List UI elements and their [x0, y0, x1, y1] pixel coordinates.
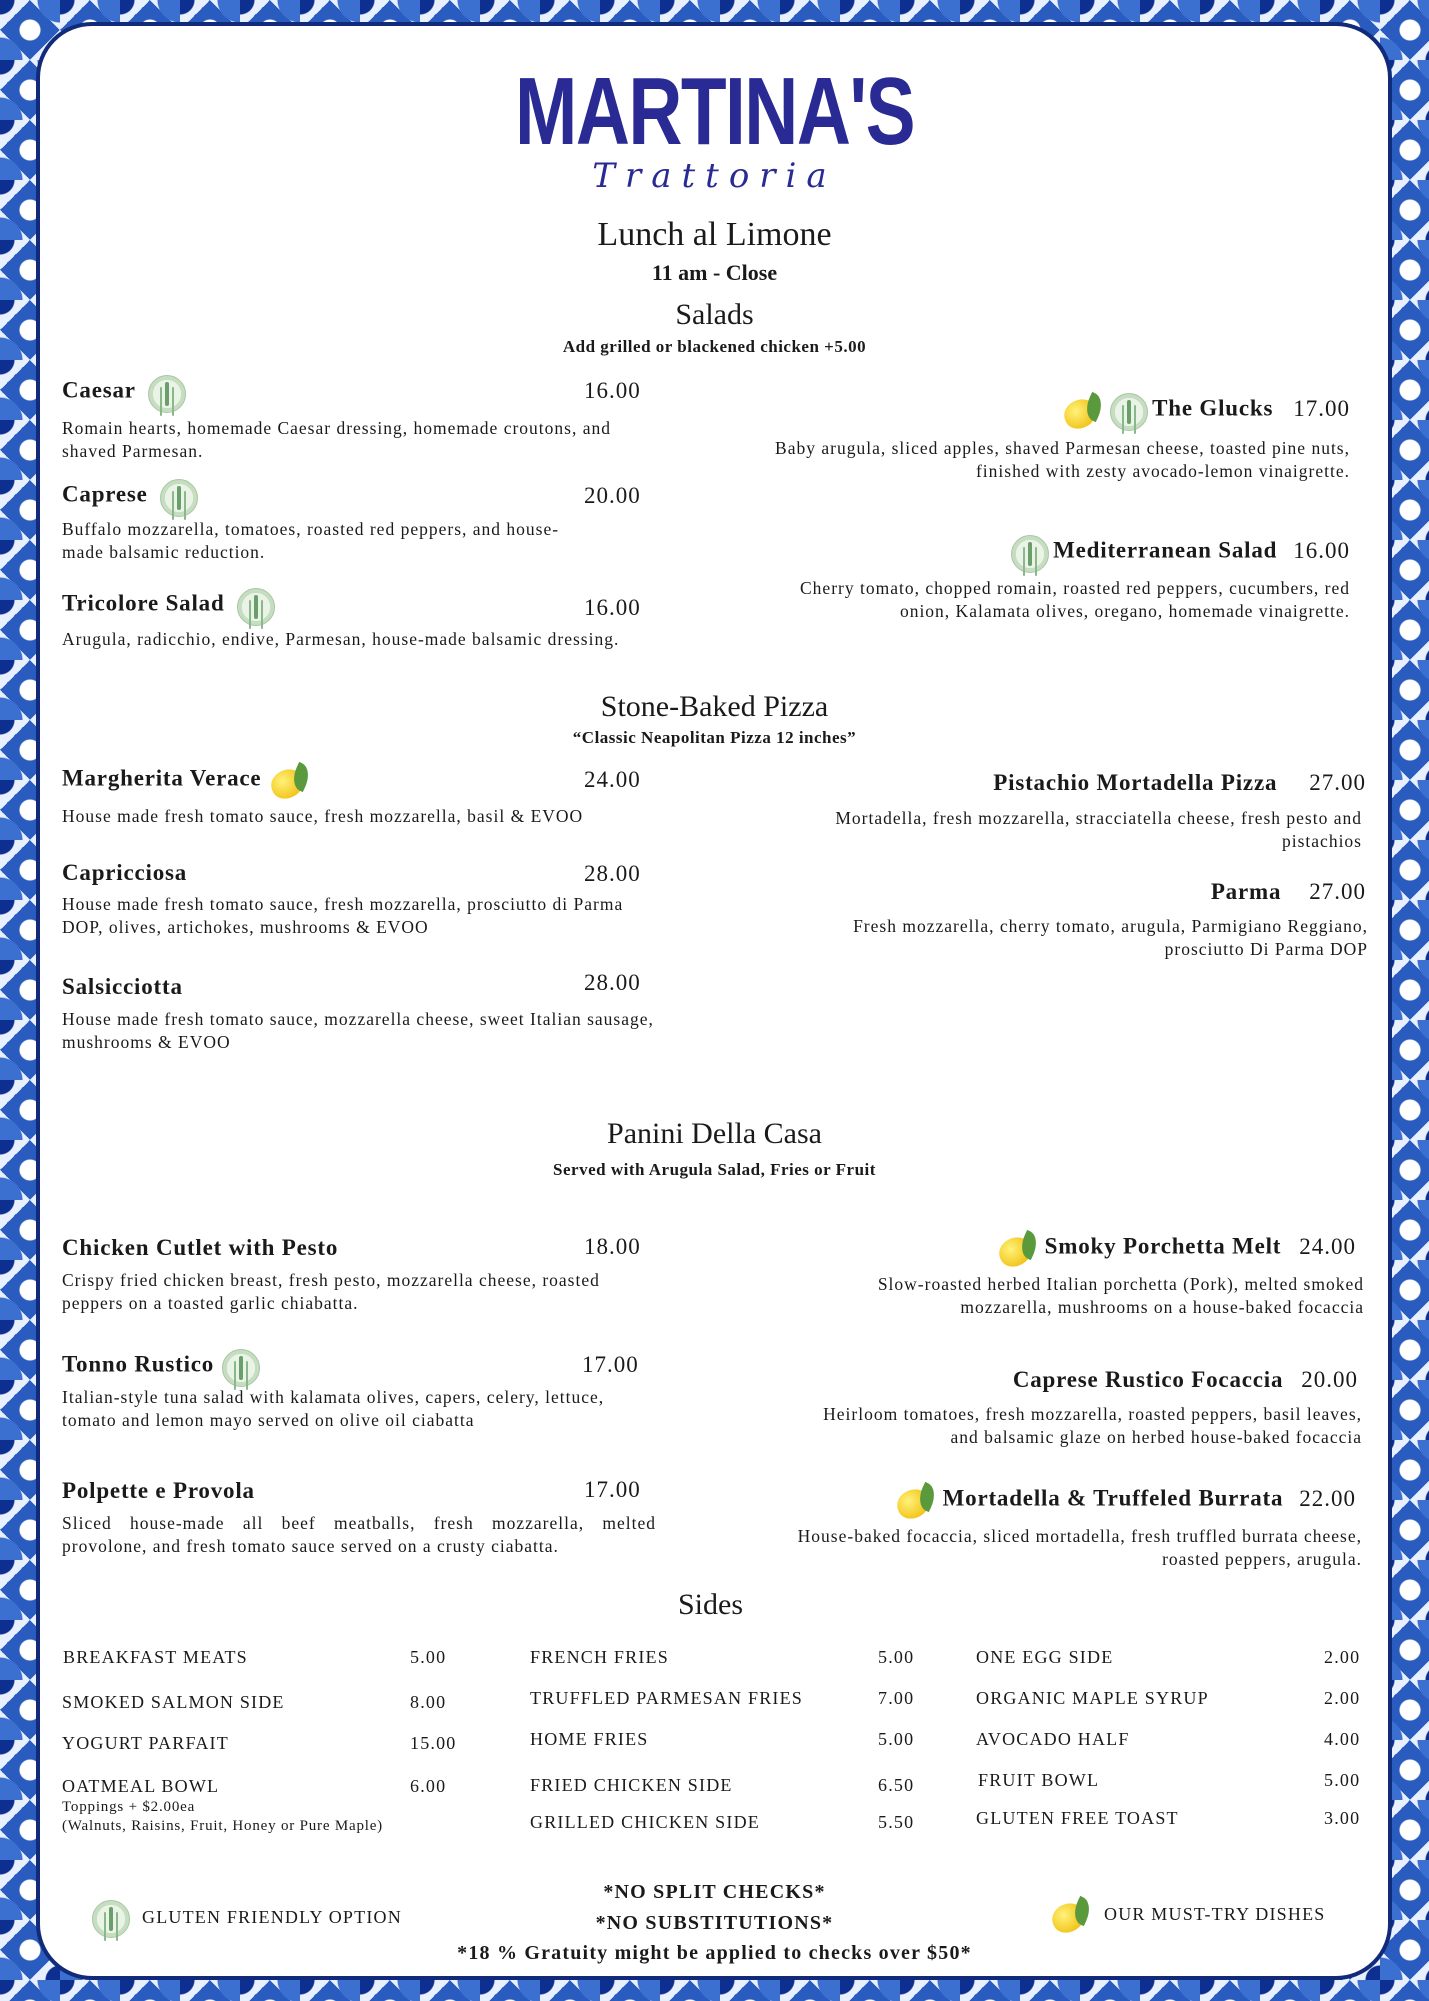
side-item-name: GRILLED CHICKEN SIDE	[530, 1812, 760, 1832]
gluten-friendly-icon	[160, 479, 198, 517]
item-description: House made fresh tomato sauce, mozzarella cheese, sweet Italian sausage, mushrooms & EVOO	[62, 1009, 654, 1052]
side-item-price: 2.00	[1324, 1647, 1361, 1667]
oatmeal-toppings-list: (Walnuts, Raisins, Fruit, Honey or Pure Maple)	[62, 1818, 383, 1834]
side-item-name: OATMEAL BOWL	[62, 1776, 220, 1796]
logo-wordmark: MARTINA'S	[515, 58, 914, 165]
side-item-name: AVOCADO HALF	[976, 1729, 1130, 1749]
menu-item-the-glucks	[760, 392, 1350, 432]
lemon-icon	[1050, 1896, 1094, 1936]
menu-item-caesar	[62, 375, 186, 413]
policy-no-split-checks: *NO SPLIT CHECKS*	[603, 1881, 826, 1903]
side-item-name: SMOKED SALMON SIDE	[62, 1692, 285, 1712]
item-price: 18.00	[584, 1234, 641, 1259]
item-name: Polpette e Provola	[62, 1478, 255, 1503]
item-price: 28.00	[584, 861, 641, 886]
item-description: House made fresh tomato sauce, fresh mozzarella, prosciutto di Parma DOP, olives, artichokes, mushrooms & EVOO	[62, 894, 624, 937]
side-item-name: ONE EGG SIDE	[976, 1647, 1114, 1667]
item-name: Capricciosa	[62, 860, 188, 885]
side-item-name: FRIED CHICKEN SIDE	[530, 1775, 733, 1795]
item-price: 22.00	[1299, 1485, 1356, 1511]
legend-must-try-label: OUR MUST-TRY DISHES	[1104, 1903, 1326, 1924]
item-name: Caesar	[62, 377, 136, 403]
side-item-price: 4.00	[1324, 1729, 1361, 1749]
menu-item-tricolore-salad	[62, 588, 275, 626]
menu-item-mortadella-truffeled-burrata	[760, 1482, 1356, 1522]
side-item-name: YOGURT PARFAIT	[62, 1733, 229, 1753]
item-price: 27.00	[1309, 879, 1366, 904]
item-description: Baby arugula, sliced apples, shaved Parmesan cheese, toasted pine nuts, finished with zesty avocado-lemon vinaigrette.	[775, 438, 1350, 481]
menu-item-mediterranean-salad	[760, 535, 1350, 573]
salads-note: Add grilled or blackened chicken +5.00	[562, 337, 867, 356]
item-price: 27.00	[1309, 770, 1366, 795]
menu-item-caprese	[62, 479, 198, 517]
item-price: 28.00	[584, 970, 641, 995]
legend-must-try	[1050, 1896, 1326, 1936]
item-description: Fresh mozzarella, cherry tomato, arugula, Parmigiano Reggiano, prosciutto Di Parma DOP	[853, 916, 1368, 959]
gluten-friendly-icon	[1011, 535, 1049, 573]
side-item-price: 5.00	[410, 1647, 447, 1667]
section-title-sides: Sides	[677, 1588, 743, 1621]
logo-subtitle: Trattoria	[592, 156, 837, 196]
item-name: Pistachio Mortadella Pizza	[993, 770, 1278, 795]
item-name: Chicken Cutlet with Pesto	[62, 1235, 339, 1260]
side-item-name: FRUIT BOWL	[978, 1770, 1100, 1790]
side-item-price: 7.00	[878, 1688, 915, 1708]
legend-gluten-friendly	[92, 1900, 402, 1938]
item-name: Mediterranean Salad	[1053, 537, 1278, 563]
side-item-name: TRUFFLED PARMESAN FRIES	[530, 1688, 803, 1708]
item-price: 20.00	[584, 483, 641, 508]
item-name: Tonno Rustico	[62, 1351, 215, 1377]
side-item-price: 5.50	[878, 1812, 915, 1832]
menu-item-tonno-rustico	[62, 1349, 260, 1387]
side-item-price: 15.00	[410, 1733, 457, 1753]
side-item-price: 8.00	[410, 1692, 447, 1712]
menu-item-pistachio-mortadella-pizza	[760, 770, 1366, 796]
item-price: 17.00	[582, 1352, 639, 1377]
side-item-name: FRENCH FRIES	[530, 1647, 669, 1667]
menu-item-margherita-verace	[62, 762, 313, 802]
lemon-icon	[895, 1482, 939, 1522]
item-description: Italian-style tuna salad with kalamata olives, capers, celery, lettuce, tomato and lemon mayo served on olive oil ciabatta	[62, 1387, 605, 1430]
item-name: Caprese Rustico Focaccia	[1012, 1367, 1284, 1392]
gluten-friendly-icon	[1110, 393, 1148, 431]
lemon-icon	[997, 1230, 1041, 1270]
menu-title: Lunch al Limone	[597, 216, 832, 253]
side-item-price: 3.00	[1324, 1808, 1361, 1828]
legend-gluten-friendly-label: GLUTEN FRIENDLY OPTION	[142, 1906, 402, 1927]
side-item-price: 6.00	[410, 1776, 447, 1796]
pizza-note: “Classic Neapolitan Pizza 12 inches”	[572, 728, 857, 747]
panini-note: Served with Arugula Salad, Fries or Fruit	[553, 1160, 876, 1179]
menu-item-parma	[760, 879, 1366, 905]
section-title-pizza: Stone-Baked Pizza	[600, 690, 829, 723]
item-name: Margherita Verace	[62, 765, 262, 791]
item-price: 17.00	[584, 1477, 641, 1502]
item-name: Mortadella & Truffeled Burrata	[942, 1485, 1284, 1511]
item-description: Sliced house-made all beef meatballs, fresh mozzarella, melted provolone, and fresh tomato sauce served on a crusty ciabatta.	[62, 1513, 656, 1556]
item-name: Tricolore Salad	[62, 590, 225, 616]
item-description: Arugula, radicchio, endive, Parmesan, house-made balsamic dressing.	[62, 629, 620, 649]
item-price: 24.00	[584, 767, 641, 792]
item-price: 20.00	[1301, 1367, 1358, 1392]
item-name: Parma	[1210, 879, 1282, 904]
item-description: Cherry tomato, chopped romain, roasted red peppers, cucumbers, red onion, Kalamata olives, oregano, homemade vinaigrette.	[800, 578, 1351, 621]
side-item-price: 5.00	[878, 1647, 915, 1667]
side-item-price: 6.50	[878, 1775, 915, 1795]
gluten-friendly-icon	[92, 1900, 130, 1938]
item-description: Buffalo mozzarella, tomatoes, roasted red peppers, and house-made balsamic reduction.	[62, 519, 560, 562]
item-description: Mortadella, fresh mozzarella, stracciatella cheese, fresh pesto and pistachios	[835, 808, 1362, 851]
side-item-price: 5.00	[878, 1729, 915, 1749]
menu-item-caprese-rustico-focaccia	[760, 1367, 1358, 1393]
item-description: Crispy fried chicken breast, fresh pesto, mozzarella cheese, roasted peppers on a toasted garlic chiabatta.	[62, 1270, 600, 1313]
item-description: House-baked focaccia, sliced mortadella, fresh truffled burrata cheese, roasted peppers, arugula.	[797, 1526, 1362, 1569]
item-description: Heirloom tomatoes, fresh mozzarella, roasted peppers, basil leaves, and balsamic glaze on herbed house-baked focaccia	[823, 1404, 1362, 1447]
item-price: 24.00	[1299, 1233, 1356, 1259]
item-name: Smoky Porchetta Melt	[1044, 1233, 1282, 1259]
item-description: House made fresh tomato sauce, fresh mozzarella, basil & EVOO	[62, 806, 584, 826]
menu-item-smoky-porchetta-melt	[760, 1230, 1356, 1270]
item-description: Slow-roasted herbed Italian porchetta (Pork), melted smoked mozzarella, mushrooms on a house-baked focaccia	[877, 1274, 1364, 1317]
policy-no-substitutions: *NO SUBSTITUTIONS*	[595, 1912, 834, 1934]
oatmeal-toppings-note: Toppings + $2.00ea	[62, 1799, 196, 1815]
policy-gratuity: *18 % Gratuity might be applied to checks over $50*	[457, 1942, 972, 1964]
gluten-friendly-icon	[222, 1349, 260, 1387]
section-title-panini: Panini Della Casa	[607, 1117, 822, 1150]
gluten-friendly-icon	[148, 375, 186, 413]
side-item-name: GLUTEN FREE TOAST	[976, 1808, 1179, 1828]
lemon-icon	[1062, 392, 1106, 432]
item-price: 16.00	[584, 595, 641, 620]
side-item-name: BREAKFAST MEATS	[63, 1647, 248, 1667]
side-item-price: 2.00	[1324, 1688, 1361, 1708]
item-name: The Glucks	[1152, 395, 1274, 421]
lemon-icon	[269, 762, 313, 802]
menu-hours: 11 am - Close	[651, 260, 778, 285]
gluten-friendly-icon	[237, 588, 275, 626]
item-description: Romain hearts, homemade Caesar dressing, homemade croutons, and shaved Parmesan.	[62, 418, 611, 461]
item-price: 16.00	[584, 378, 641, 403]
section-title-salads: Salads	[675, 298, 754, 331]
item-price: 16.00	[1293, 537, 1350, 563]
item-name: Salsicciotta	[62, 974, 183, 999]
side-item-name: ORGANIC MAPLE SYRUP	[976, 1688, 1209, 1708]
item-price: 17.00	[1293, 395, 1350, 421]
side-item-name: HOME FRIES	[530, 1729, 649, 1749]
item-name: Caprese	[62, 481, 148, 507]
side-item-price: 5.00	[1324, 1770, 1361, 1790]
